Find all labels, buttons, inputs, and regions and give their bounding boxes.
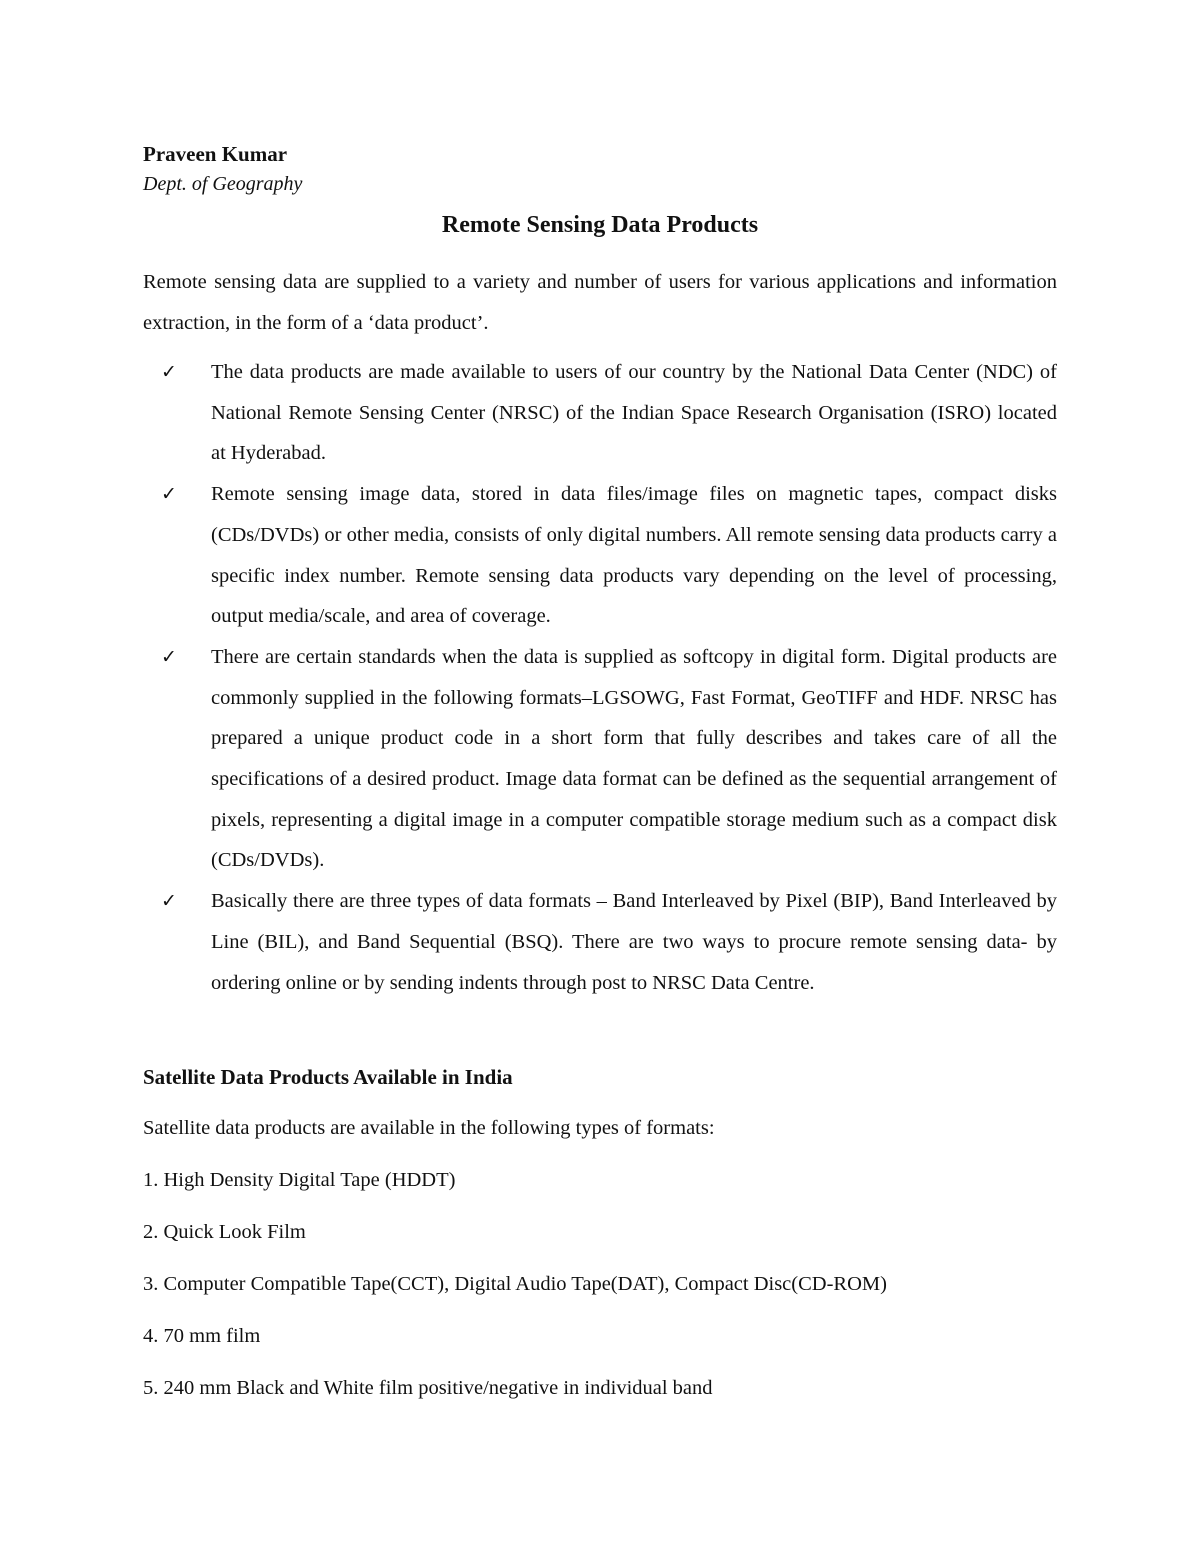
check-icon: ✓ <box>161 361 177 383</box>
format-item: 5. 240 mm Black and White film positive/negative in individual band <box>143 1377 713 1399</box>
intro-paragraph: Remote sensing data are supplied to a variety and number of users for various applications and information extraction, in the form of a ‘data product’. <box>143 271 1057 334</box>
bullet-text: There are certain standards when the data is supplied as softcopy in digital form. Digital products are commonly supplied in the following formats–LGSOWG, Fast Format, GeoTIFF and HDF. NRSC has prepared a unique product code in a short form that fully describes and takes care of all the specifications of a desired product. Image data format can be defined as the sequential arrangement of pixels, representing a digital image in a computer compatible storage medium such as a compact disk (CDs/DVDs). <box>211 645 1057 872</box>
bullet-text: Basically there are three types of data formats – Band Interleaved by Pixel (BIP), Band Interleaved by Line (BIL), and Band Sequential (BSQ). There are two ways to procure remote sensing data- by ordering online or by sending indents through post to NRSC Data Centre. <box>211 890 1057 994</box>
check-icon: ✓ <box>161 483 177 506</box>
author-department: Dept. of Geography <box>143 173 303 195</box>
format-item: 4. 70 mm film <box>143 1325 261 1347</box>
bullet-text: The data products are made available to users of our country by the National Data Center (NDC) of National Remote Sensing Center (NRSC) of the Indian Space Research Organisation (ISRO) located at Hyderabad. <box>211 361 1057 465</box>
bullet-item <box>161 881 1057 1003</box>
check-icon: ✓ <box>161 890 177 913</box>
check-icon: ✓ <box>161 645 177 668</box>
bullet-list <box>161 352 1057 1003</box>
bullet-item <box>161 352 1057 474</box>
format-list <box>143 1165 887 1425</box>
format-item: 1. High Density Digital Tape (HDDT) <box>143 1169 456 1191</box>
section-intro: Satellite data products are available in the following types of formats: <box>143 1117 715 1139</box>
format-item: 2. Quick Look Film <box>143 1221 306 1243</box>
bullet-text: Remote sensing image data, stored in data files/image files on magnetic tapes, compact disks (CDs/DVDs) or other media, consists of only digital numbers. All remote sensing data products carry a specific index number. Remote sensing data products vary depending on the level of processing, output media/scale, and area of coverage. <box>211 483 1057 628</box>
section-heading: Satellite Data Products Available in India <box>143 1065 513 1089</box>
bullet-item <box>161 637 1057 881</box>
author-name: Praveen Kumar <box>143 142 288 166</box>
document-title: Remote Sensing Data Products <box>441 212 759 238</box>
bullet-item <box>161 474 1057 637</box>
format-item: 3. Computer Compatible Tape(CCT), Digital Audio Tape(DAT), Compact Disc(CD-ROM) <box>143 1273 887 1295</box>
